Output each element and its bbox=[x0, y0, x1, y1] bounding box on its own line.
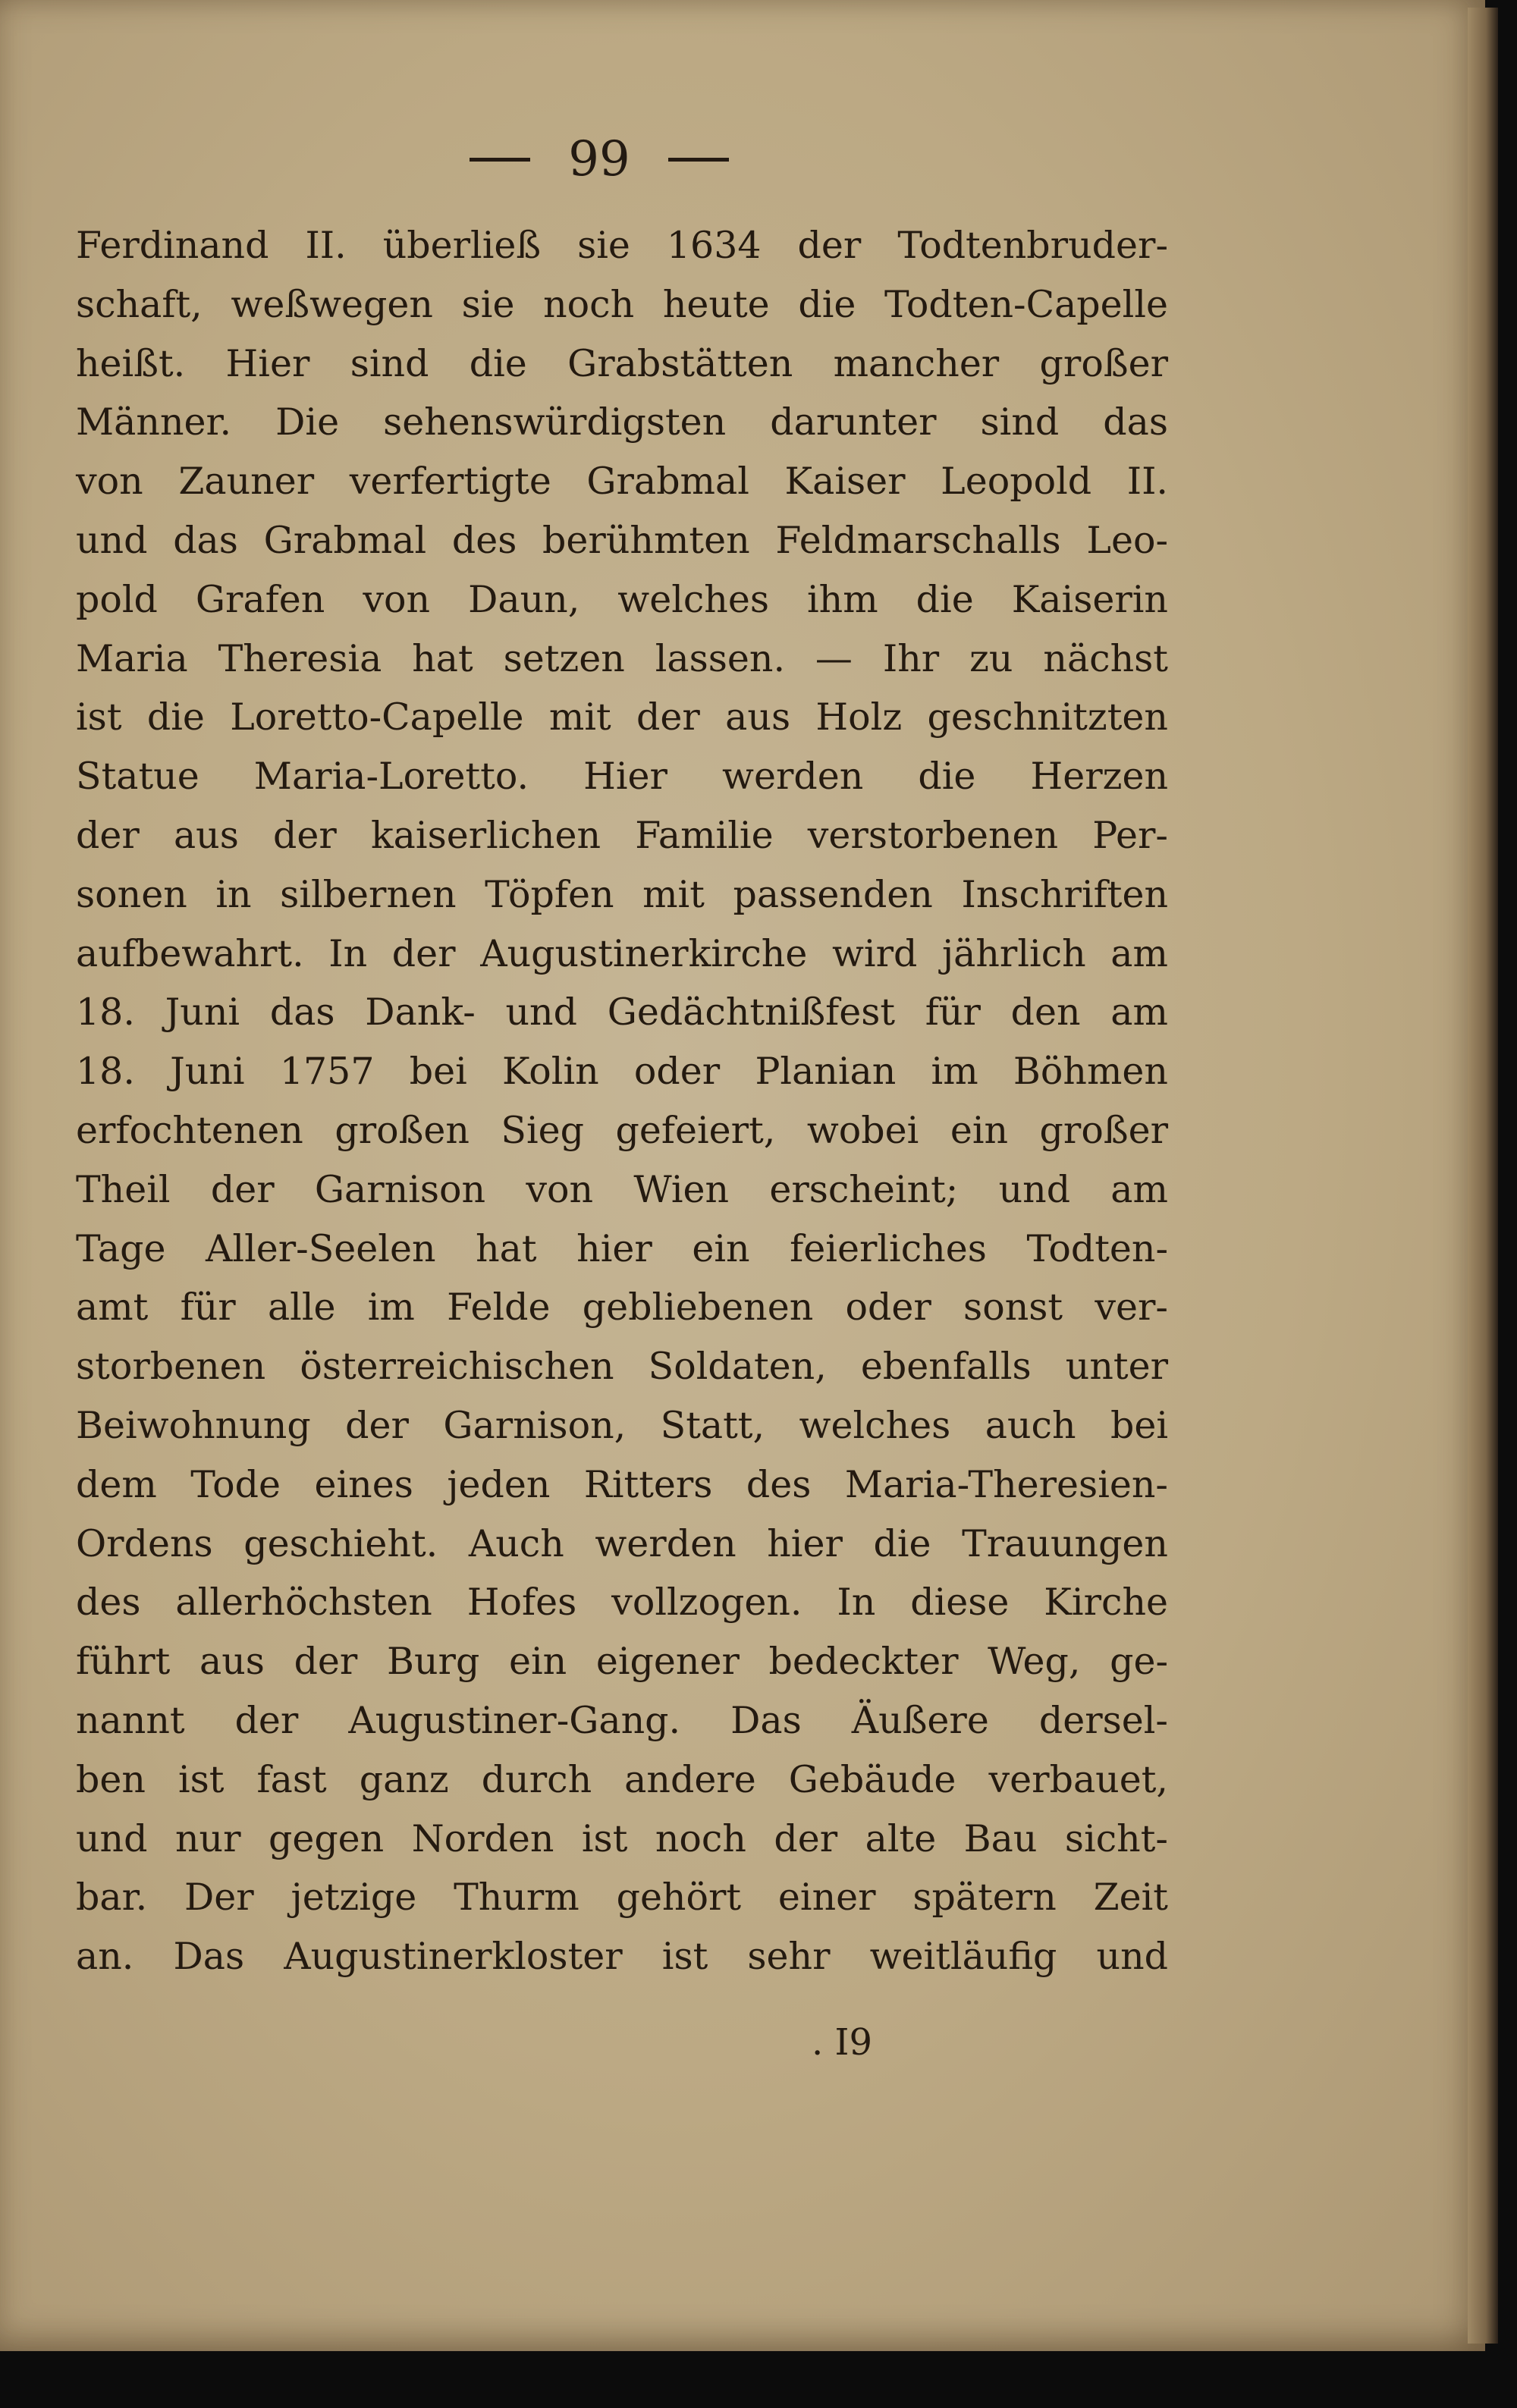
text-line: führt aus der Burg ein eigener bedeckter Weg, ge- bbox=[76, 1640, 1168, 1684]
signature-mark: . I9 bbox=[812, 2021, 873, 2064]
text-line: 18. Juni das Dank- und Gedächtnißfest für den am bbox=[76, 991, 1168, 1034]
header-dash-left bbox=[470, 158, 530, 162]
text-line: des allerhöchsten Hofes vollzogen. In diese Kirche bbox=[76, 1581, 1168, 1625]
text-line: bar. Der jetzige Thurm gehört einer spätern Zeit bbox=[76, 1876, 1168, 1920]
text-line: Männer. Die sehenswürdigsten darunter sind das bbox=[76, 400, 1168, 444]
text-line: Theil der Garnison von Wien erscheint; und am bbox=[76, 1167, 1168, 1211]
text-line: Beiwohnung der Garnison, Statt, welches auch bei bbox=[76, 1403, 1168, 1447]
text-line: von Zauner verfertigte Grabmal Kaiser Leopold II. bbox=[76, 460, 1168, 504]
text-line: schaft, weßwegen sie noch heute die Todten-Capelle bbox=[76, 282, 1168, 326]
text-line: und das Grabmal des berühmten Feldmarschalls Leo- bbox=[76, 518, 1168, 562]
text-line: erfochtenen großen Sieg gefeiert, wobei ein großer bbox=[76, 1108, 1168, 1152]
text-line: an. Das Augustinerkloster ist sehr weitläufig und bbox=[76, 1935, 1168, 1979]
text-line: ben ist fast ganz durch andere Gebäude verbauet, bbox=[76, 1757, 1168, 1801]
text-line: Ordens geschieht. Auch werden hier die Trauungen bbox=[76, 1521, 1168, 1565]
text-line: nannt der Augustiner-Gang. Das Äußere dersel- bbox=[76, 1698, 1168, 1742]
text-line: Maria Theresia hat setzen lassen. — Ihr zu nächst bbox=[76, 636, 1168, 680]
text-line: der aus der kaiserlichen Familie verstorbenen Per- bbox=[76, 813, 1168, 857]
text-line: 18. Juni 1757 bei Kolin oder Planian im Böhmen bbox=[76, 1050, 1168, 1094]
text-line: ist die Loretto-Capelle mit der aus Holz geschnitzten bbox=[76, 695, 1168, 739]
page-number: 99 bbox=[568, 131, 630, 187]
text-line: storbenen österreichischen Soldaten, ebenfalls unter bbox=[76, 1345, 1168, 1389]
text-line: dem Tode eines jeden Ritters des Maria-Theresien- bbox=[76, 1462, 1168, 1506]
text-line: aufbewahrt. In der Augustinerkirche wird jährlich am bbox=[76, 931, 1168, 975]
text-line: heißt. Hier sind die Grabstätten mancher großer bbox=[76, 341, 1168, 385]
header-dash-right bbox=[668, 158, 729, 162]
text-line: amt für alle im Felde gebliebenen oder sonst ver- bbox=[76, 1286, 1168, 1330]
text-line: Ferdinand II. überließ sie 1634 der Todtenbruder- bbox=[76, 224, 1168, 267]
body-text bbox=[76, 216, 1168, 1986]
text-line: und nur gegen Norden ist noch der alte Bau sicht- bbox=[76, 1816, 1168, 1860]
text-line: Tage Aller-Seelen hat hier ein feierliches Todten- bbox=[76, 1226, 1168, 1270]
text-line: pold Grafen von Daun, welches ihm die Kaiserin bbox=[76, 577, 1168, 621]
page-edge bbox=[1468, 8, 1498, 2344]
text-line: Statue Maria-Loretto. Hier werden die Herzen bbox=[76, 755, 1168, 799]
text-line: sonen in silbernen Töpfen mit passenden Inschriften bbox=[76, 872, 1168, 916]
page-header bbox=[440, 125, 758, 193]
